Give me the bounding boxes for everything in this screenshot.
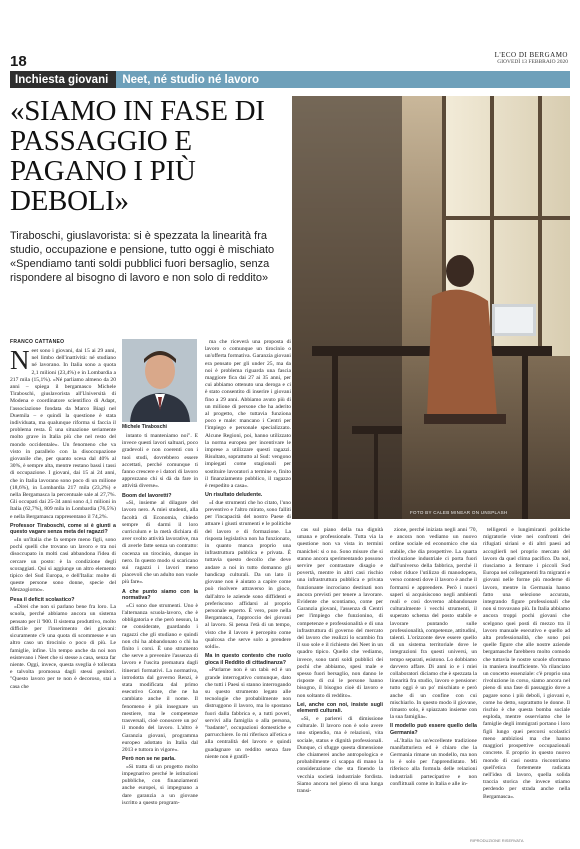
paragraph-text: «In un'Italia che fa sempre meno figli, sono pochi quelli che trovano un lavoro e tra noi disoccupato in molti casi abbandona l'idea di cercare un posto: è la condizione degli scoraggiati. Qui si aggiunge un altro elemento tipico del Sud Europa, e dell'Italia: molte di queste persone sono donne, specie del Mezzogiorno».: [10, 537, 116, 594]
main-photo: [292, 96, 570, 519]
paragraph-text: Ma in questo contesto che ruolo gioca il Reddito di cittadinanza?: [205, 653, 291, 666]
paragraph-text: «Direi che non si parlano bene fra loro. La scuola, perché abbiamo ancora un sistema pensato per il '900. Il sistema produttivo, molto difficile per l'inserimento dei giovani: sicuramente c'è una quota di scommesse e un altro caso un tirocinio o poco di più. Le famiglie, infine. Un tempo anche da noi non esistevano i Neet che si stesse a casa, senza far niente. Oggi, invece, questa sveglia è tollerata e talvolta promossa dagli stessi genitori. "Questo lavoro per te non è decoroso, stai a casa che: [10, 604, 116, 690]
article-paragraph: [390, 527, 477, 721]
paragraph-text: intanto ti manteniamo noi". E invece questi lavori saltuari, poco gradevoli e non coerenti con i tuoi studi, dovrebbero essere accettati, perché comunque ti fanno crescere e i datori di lavoro apprezzano chi si dà da fare in attività diverse».: [122, 433, 198, 490]
interview-question: [122, 493, 198, 500]
footer-note: RIPRODUZIONE RISERVATA: [470, 838, 524, 843]
article-paragraph: [122, 500, 198, 586]
photo-credit: FOTO BY CALEB MINEAR ON UNSPLASH: [410, 510, 508, 515]
paragraph-text: Professor Tiraboschi, come si è giunti a questo vagare senza meta dei ragazzi?: [10, 522, 116, 536]
paragraph-text: Un risultato deludente.: [205, 492, 263, 499]
byline: FRANCO CATTANEO: [10, 339, 65, 345]
paragraph-text: «Sì, e parlerei di dimissione culturale. Il lavoro non è solo avere uno stipendio, ma è relazioni, vita sociale, status e dignità professionali. Dunque, ci sfugge questa dimensione che chiamerei anche antropologica e probabilmente ci scappa di mano la considerazione che sta finendo la vecchia società industriale fordista. Siamo ancora nel pieno di una lunga transi-: [297, 716, 383, 795]
photo-illustration: [292, 96, 570, 519]
paragraph-text: Lei, anche con noi, insiste sugli elementi culturali.: [297, 701, 383, 715]
portrait-photo: [122, 339, 197, 422]
interview-question: [10, 597, 116, 604]
paragraph-text: «Parlarne non è un tabù ed è un grande interrogativo comunque, dato che tutti i Paesi si stanno interrogando su questo strumento legato alle tecnologie che probabilmente non distruggono il lavoro, ma lo spostano fuori dalla fabbrica e, a tutti poveri, servivi alla famiglia o alla persona, "badante", occupazioni domestiche e parrucchiere. Io mi riferisco all'etica e alla centralità del lavoro e quindi guadagnare un reddito senza fare niente non è gratifi-: [205, 667, 291, 760]
article-paragraph: [122, 764, 198, 807]
paragraph-text: Però non se ne parla.: [122, 756, 176, 763]
paragraph-text: «L'Italia ha un'eccellente tradizione manifatturiera ed è chiaro che la Germania rimane un modello, ma non lo è solo per l'apprendistato. Mi riferisco alla formula delle relazioni industriali partecipative e non conflittuali come in Italia e alle in-: [390, 737, 477, 787]
topic-label: Neet, né studio né lavoro: [116, 71, 570, 88]
portrait-caption: Michele Tiraboschi: [122, 424, 167, 430]
paragraph-text: telligenti e lungimiranti politiche migratorie viste nei confronti dei rifugiati siriani e di altri paesi ad accoglierli nel proprio mercato del lavoro da quel clima pacifico. Da noi, riusciamo a fermare i piccoli Sud Europa nei collegamenti fra migranti e giovani nelle forme più moderne di lavoro, mentre in Germania hanno fatto una selezione accurata, integrando figure professionali che non si trovavano più. In Italia abbiamo ancora troppi pochi giovani che scelgono quei posti di mezzo tra il lavoro manuale esecutivo e quello ad alta professionalità, che sono poi quelle figure che alle nostre aziende bergamasche farebbero molto comodo che tuttavia le nostre scuole sformano in maniera insufficiente. Va rilanciato un concetto essenziale: c'è proprio una rivoluzione in corso, siamo ancora nel pieno di una fase di passaggio dove a pagare sono i più deboli, i giovani e, come ho detto, soprattutto le donne. Il rischio è che questa bomba sociale esploda, mentre osserviamo che le famiglie degli immigrati portano i loro figli lungo quei percorsi scolastici meno ambiziosi ma che hanno maggiori prospettive occupazionali concrete. E proprio in questo nuovo mondo di casi nostra riscontriamo quell'etica fortemente radicata nell'idea di lavoro, quella solida traccia storica che invece stiamo perdendo per strada anche nella Bergamasca».: [483, 527, 570, 800]
interview-question: [297, 702, 383, 715]
section-band: [10, 71, 570, 88]
article-column-5: [390, 527, 477, 838]
article-paragraph: [390, 738, 477, 788]
portrait-illustration: [122, 339, 197, 422]
interview-question: [205, 653, 291, 666]
article-column-4: [297, 527, 383, 838]
masthead: [495, 51, 568, 65]
masthead-name: L'ECO DI BERGAMO: [494, 51, 568, 59]
article-paragraph: [122, 433, 198, 491]
paragraph-text: «Sì, insieme al dilagare del lavoro nero. A miei studenti, alla facoltà di Economia, chiedo sempre di darmi il loro curriculum e la metà dichiara di aver svolto attività lavorative, ma di averle fatte senza un contratto: cocenza un tirocinio, dunque in nero. In questo modo si scaricano sui ragazzi i lavori meno piacevoli che un adulto non vuole più fare».: [122, 500, 198, 586]
article-paragraph: [205, 339, 291, 490]
interview-question: [10, 523, 116, 536]
paragraph-text: Pesa il deficit scolastico?: [10, 596, 75, 603]
paragraph-text: ma che riceverà una proposta di lavoro o comunque un tirocinio o un'offerta formativa. Garanzia giovani era pensato per gli under 25, ma da noi è problema riguarda una fascia maggiore fica dai 27 ai 35 anni, per cui abbiamo ottenuto una deroga e ci è stato consentito di inserire i giovani fino a 29 anni. Abbiamo avuto più di un milione di persone che ha aderito al progetto, che tuttavia funziona poco e male: mancano i Centri per l'impiego e personale specializzato. Alcune Regioni, poi, hanno utilizzato la norma europea per incentivare le imprese a utilizzare questi ragazzi. Risultato, soprattutto al Sud: vengono impiegati come stagionali per sostituire lavoratori a termine e, finito il finanziamento pubblico, il ragazzo è respedito a casa».: [205, 339, 291, 490]
masthead-date: GIOVEDÌ 13 FEBBRAIO 2020: [497, 59, 568, 65]
article-paragraph: [10, 604, 116, 690]
interview-question: [205, 492, 291, 499]
article-paragraph: [205, 500, 291, 651]
subheadline: Tiraboschi, giuslavorista: si è spezzata la linearità fra studio, occupazione e pensione, tutto oggi è mischiato «Spendiamo tanti soldi pubblici fuori bersaglio, senza rispondere al bisogno di lavoro e non solo di reddito»: [10, 230, 275, 284]
article-paragraph: [10, 348, 116, 521]
interview-question: [122, 589, 198, 602]
paragraph-text: «Ci sono due strumenti. Uno è l'alternanza scuola-lavoro, che è obbligatoria e che però nessun, la ne considerate, guardando i ragazzi che gli studiano e quindi non chi ha abbandonato o chi ha finito i corsi. È uno strumento che serve a prevenire l'assenza di lavoro e l'uscita prematura dagli itinerari formativi. La normativa, introdotta dal governo Renzi, è stata modificata dal primo esecutivo Conte, che ne ha cambiato anche il nome. Il fenomeno è più insegnare un mestiere, ma le competenze trasversali, cioè conoscere un po' il mondo del lavoro. L'altro è Garanzia giovani, programma europeo adottato in Italia dal 2013 e tuttora in vigore».: [122, 602, 198, 753]
article-paragraph: [297, 527, 383, 700]
paragraph-text: zione, perché iniziata negli anni '70, e ancora non vediamo un nuovo ordine sociale ed economico che sia stabile, che dia prospettive. La quarta rivoluzione industriale ci porta fuori dall'universo della fabbrica, perché il robot riduce l'utilizzo di manodopera, verso contesti dove il lavoro è anche il formarsi e apprendere. Però i nuovi saperi si acquisiscono negli ambienti reali e così dovremo abbandonare culturalmente i vecchi strumenti, il superato schema del posto stabile e lavorare puntando sulle professionalità, competenze, attitudini, talenti. L'orizzonte deve essere quello di un sistema territoriale dove le integrazioni fra questi universi, un tempo separati, esistono. Lo dobbiamo davvero affare. Di anni io e i miei collaboratori diciamo che è spezzata la linearità fra studio, lavoro e pensione: tutto oggi è un po' mischiato e però anche di un confine con cui mischiarlo. In questo modo il giovane, rimasto solo, è spiazzato insieme con la sua famiglia».: [390, 527, 477, 721]
paragraph-text: Boom del lavoretti?: [122, 492, 172, 499]
article-column-6: [483, 527, 570, 838]
article-paragraph: [10, 537, 116, 595]
paragraph-text: A che punto siamo con la normativa?: [122, 588, 198, 602]
section-label: Inchiesta giovani: [10, 71, 116, 88]
headline: «SIAMO IN FASE DI PASSAGGIO E PAGANO I PIÙ DEBOLI»: [10, 95, 265, 217]
article-column-3: [205, 339, 291, 838]
paragraph-text: cas sul piano della tua dignità umana e professionale. Tutta via la questione non va vista in termini manichei: si o no. Sono misure che si stanno ancora sperimentando possono servire per contrastare disagio e povertà, mentre in altri casi rischio una infrastruttura pubblica e privata funzionante incrociano destinati non ancora previsti per tenere a lavorare. Evidente che scontiamo, come per Garanzia giovani, l'assenza di Centri per l'impiego che funzionino, di competenze e professionalità e di una infrastruttura di governo del mercato del lavoro che realizzi lo scambio fra il suo sole e il richiesto dei Neet in un quadro tipico. Quello che vediamo, invece, sono tanti soldi pubblici dei pochi che abbiamo, spesi male e spesso fuori bersaglio, non danno le risposte di cui le persone hanno bisogno, il bisogno cioè di lavoro e non soltanto di reddito».: [297, 527, 383, 699]
article-paragraph: [297, 716, 383, 795]
article-column-2: [122, 433, 198, 838]
paragraph-text: eet sono i giovani, dai 15 ai 29 anni, nel limbo dell'inattività: né studiano né lavorano. In Italia sono a quota 2,1 milioni (23,4%) e in Lombardia a 217 mila (15,1%). «Né parliamo almeno da 20 anni – spiega il bergamasco Michele Tiraboschi, giuslavorista all'Università di Modena e coordinatore scientifico di Adapt, l'associazione fondata da Marco Biagi nel Duemila – e quindi la questione è stata individuata, ma qualunque riforma si faccia il problema resta. È una situazione seriamente molto grave in Italia più che nel resto del mondo occidentale». Un fenomeno che va visto in parallelo con la disoccupazione giovanile che, per quanto scesa dal 40% al 30%, è sempre alta, mentre restano bassi i tassi di occupazione. I giovani, dai 15 ai 24 anni, che in Italia lavorano sono poco di un milione (18,6%), in Lombardia 217 mila (23,2%) e nella Bergamasca la percentuale sale al 27,7%. Gli occupati dai 25-34 anni sono 4,1 milioni in Italia (62,7%), 809 mila in Lombardia (76,5%) e nella Bergamasca rappresentano il 74,2%.: [10, 348, 116, 520]
paragraph-text: «Si tratta di un progetto molto impegnativo perché le istituzioni pubbliche, con finanziamenti anche europei, si impegnano a dare garanzia a un giovane iscritto a questo program-: [122, 763, 198, 806]
drop-cap: N: [10, 348, 30, 375]
article-column-1: [10, 348, 116, 838]
interview-question: [122, 756, 198, 763]
paragraph-text: «I due strumenti che ho citato, l'uno preventivo e l'altro mirato, sono falliti per l'incapacità del nostro Paese di attuare i giusti strumenti e le politiche del lavoro e di formazione. La risposta legislativa non ha funzionato, in quanto manca proprio una infrastruttura pubblica e privata. È tuttavia questo decollo che deve andare a noi in tutto domanno gli handicap culturali. Da un lato il giovane non è aiutato a capire come può risolvere attraverso in gioco, dall'altro le aziende sono diffidenti e preferiscono affidarsi al proprio personale esperto. È vero, pure nella Bergamasca, l'approccio dei giovani al lavoro. Si pensa l'età di un tempo, visto che il lavoro è percepito come qualcosa che serve solo a prendere soldi».: [205, 499, 291, 650]
article-paragraph: [205, 667, 291, 761]
article-paragraph: [483, 527, 570, 801]
page-number: 18: [10, 53, 27, 70]
paragraph-text: Il modello può essere quello della Germania?: [390, 723, 477, 737]
interview-question: [390, 723, 477, 736]
article-paragraph: [122, 603, 198, 754]
